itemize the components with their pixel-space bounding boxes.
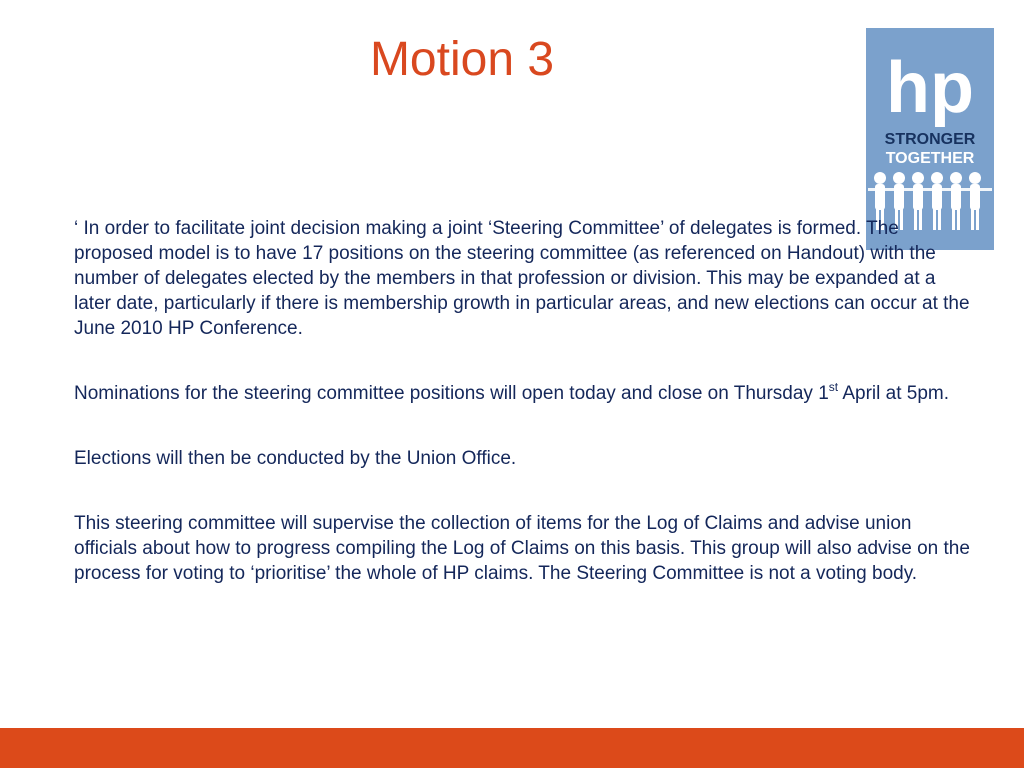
nominations-text-before: Nominations for the steering committee positions will open today and close on Thursday 1	[74, 383, 829, 404]
paragraph-motion-text	[74, 216, 974, 341]
nominations-text-after: April at 5pm.	[838, 383, 950, 404]
slide-body	[74, 216, 974, 586]
paragraph-nominations	[74, 381, 974, 406]
paragraph-elections	[74, 446, 974, 471]
footer-accent-bar	[0, 728, 1024, 768]
slide-title: Motion 3	[369, 33, 555, 86]
nominations-ordinal-suffix: st	[828, 379, 839, 394]
paragraph-motion-text-content: ‘ In order to facilitate joint decision making a joint ‘Steering Committee’ of delegates is formed. The proposed model is to have 17 positions on the steering committee (as referenced on Handout) with the number of delegates elected by the members in that profession or division. This may be expanded at a later date, particularly if there is membership growth in particular areas, and new elections can occur at the June 2010 HP Conference.	[74, 218, 970, 339]
paragraph-steering-committee-role	[74, 511, 974, 586]
logo-tagline-line1: STRONGER	[884, 131, 976, 148]
paragraph-steering-committee-role-content: This steering committee will supervise the collection of items for the Log of Claims and advise union officials about how to progress compiling the Log of Claims on this basis. This group will also advise on the process for voting to ‘prioritise’ the whole of HP claims. The Steering Committee is not a voting body.	[74, 513, 970, 584]
logo-tagline-line2: TOGETHER	[885, 150, 975, 167]
logo-wordmark: hp	[886, 48, 974, 128]
paragraph-elections-content: Elections will then be conducted by the Union Office.	[74, 448, 517, 469]
